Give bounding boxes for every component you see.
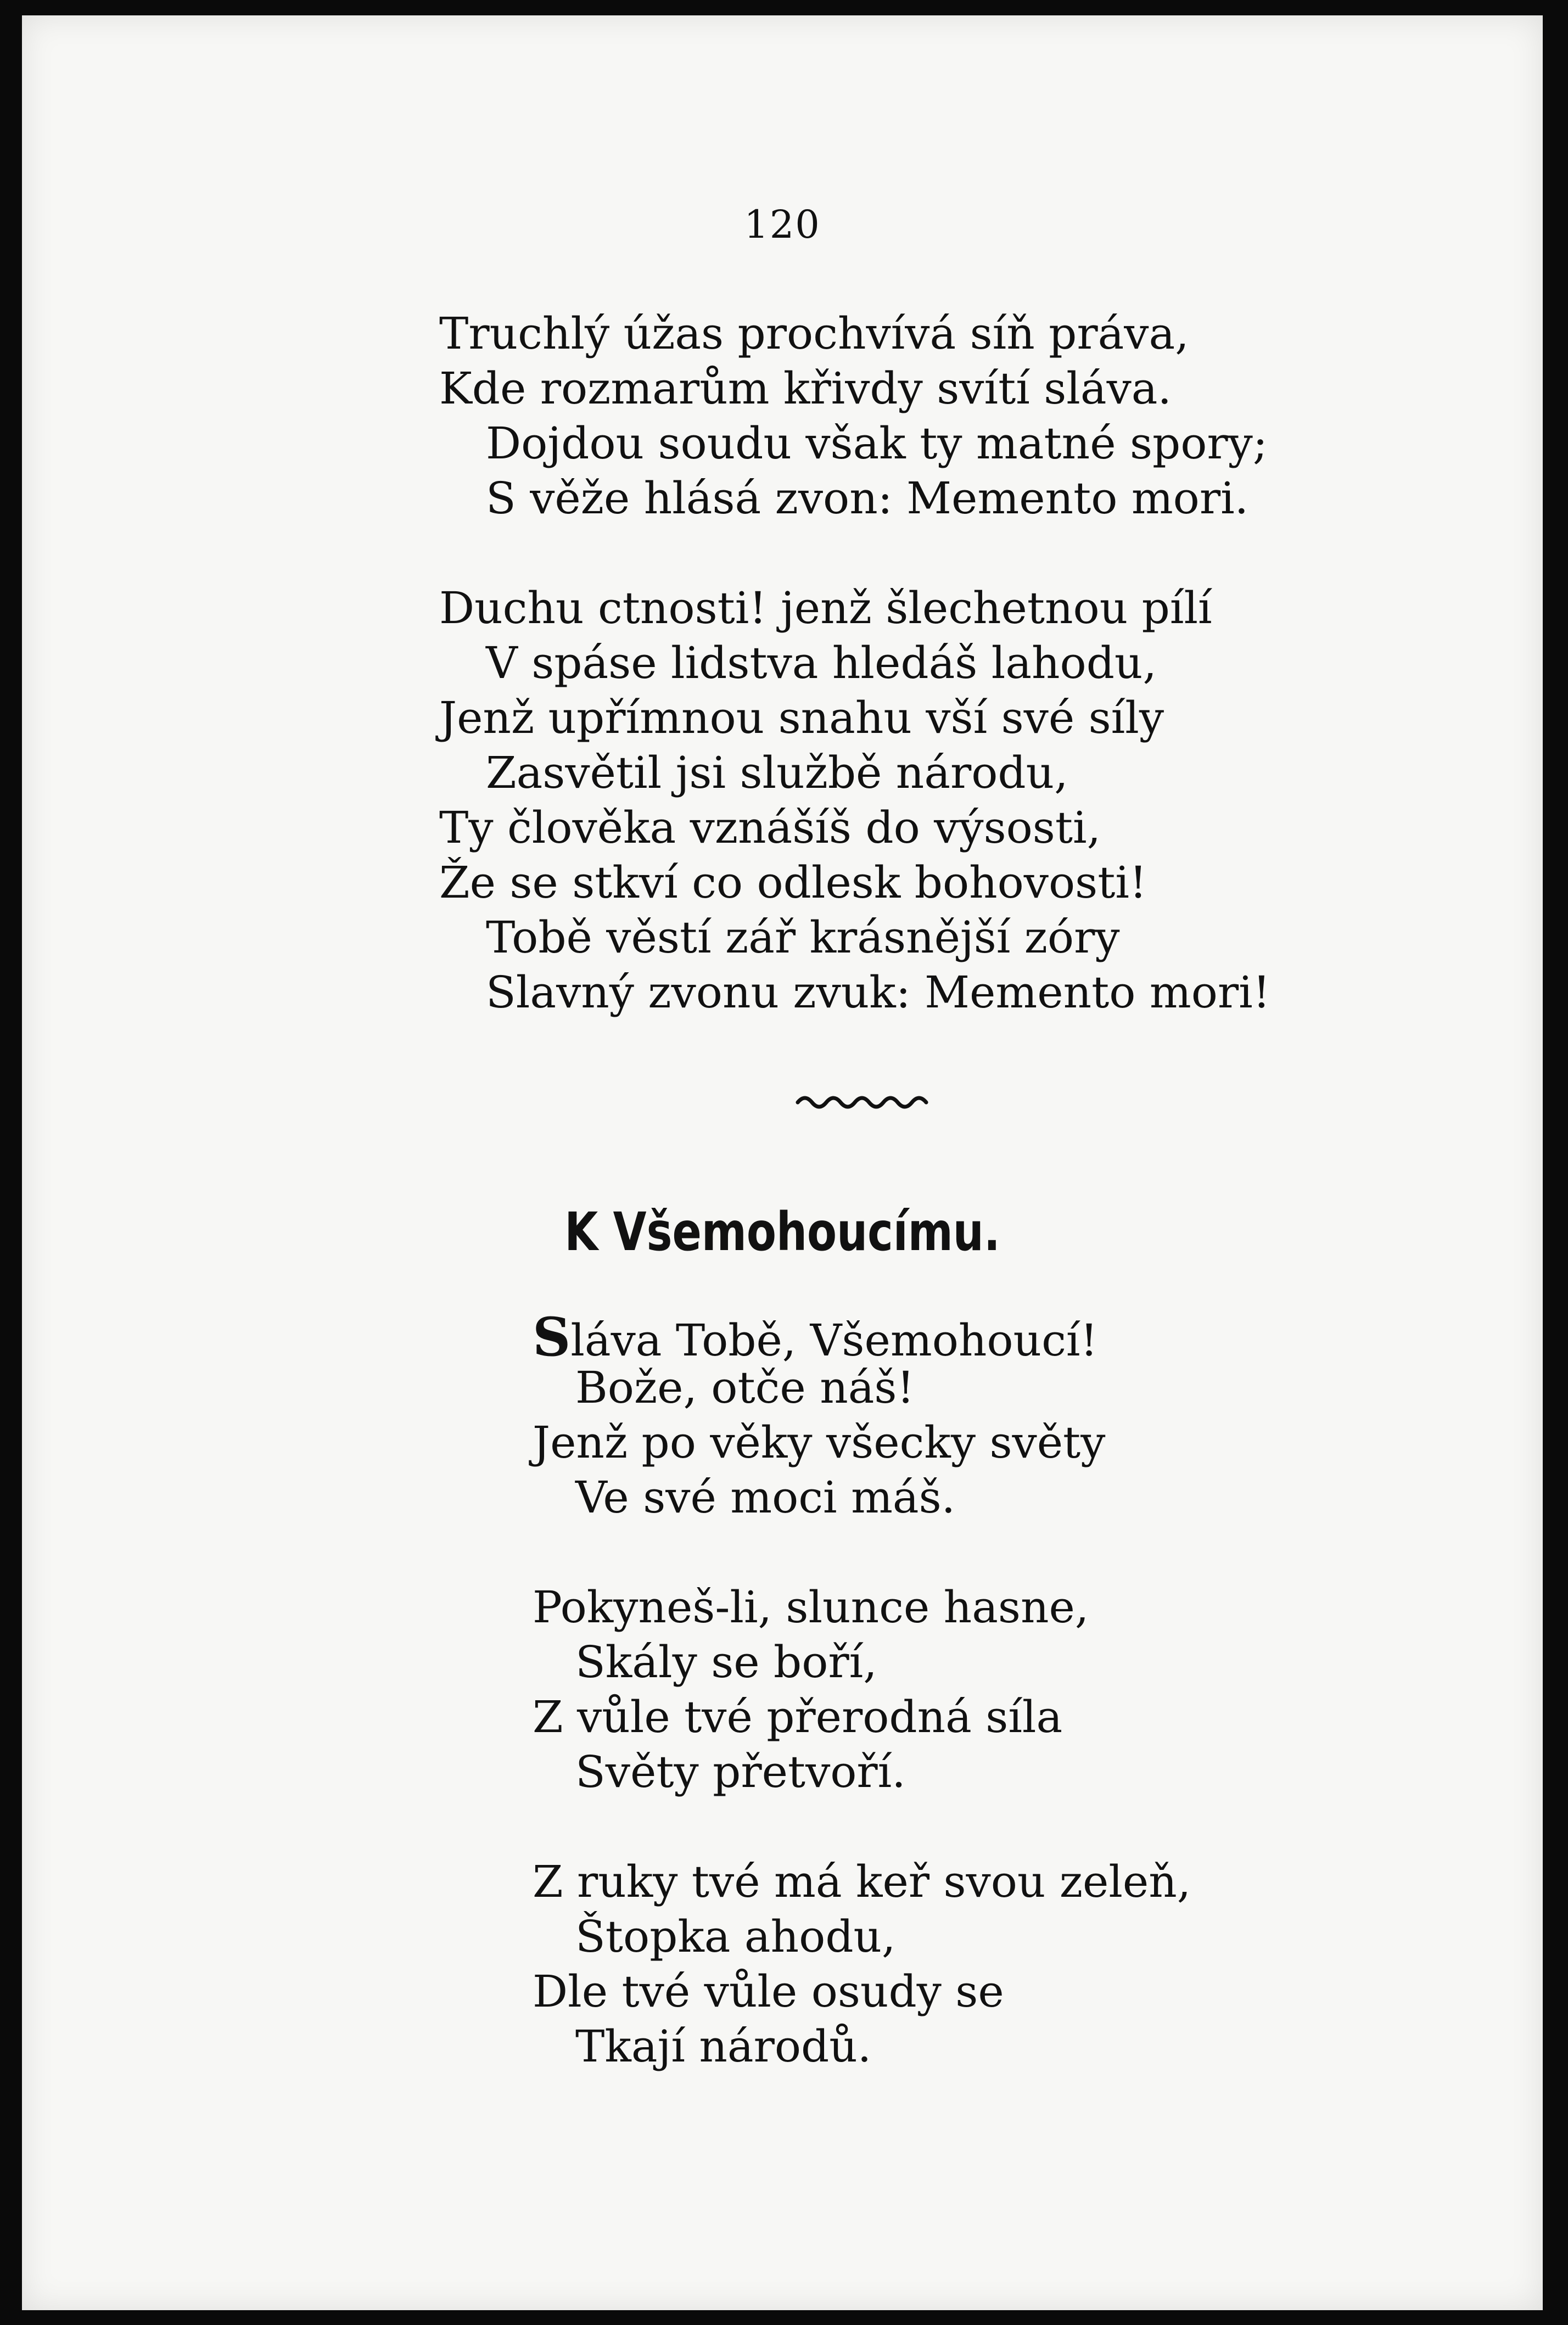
poem-line: Pokyneš-li, slunce hasne, — [533, 1582, 1089, 1633]
poem-line: Skály se boří, — [575, 1637, 877, 1688]
poem-line: Tobě věstí zář krásnější zóry — [486, 912, 1120, 963]
poem-line: Truchlý úžas prochvívá síň práva, — [439, 308, 1189, 359]
poem-line: Dle tvé vůle osudy se — [533, 1966, 1004, 2017]
poem-line: Kde rozmarům křivdy svítí sláva. — [439, 363, 1172, 414]
poem-line: Tkají národů. — [575, 2021, 872, 2072]
poem-line: Zasvětil jsi službě národu, — [486, 747, 1068, 798]
poem-line-first — [533, 1306, 1098, 1368]
poem-line: Jenž upřímnou snahu vší své síly — [439, 692, 1164, 743]
poem-line: V spáse lidstva hledáš lahodu, — [486, 637, 1157, 688]
drop-cap: S — [533, 1306, 571, 1368]
poem-line: Duchu ctnosti! jenž šlechetnou pílí — [439, 582, 1212, 634]
poem-line: Ty člověka vznášíš do výsosti, — [439, 802, 1101, 853]
poem-line: Že se stkví co odlesk bohovosti! — [439, 857, 1147, 908]
poem-line: Světy přetvoří. — [575, 1746, 906, 1797]
poem-line: Z vůle tvé přerodná síla — [533, 1691, 1063, 1743]
poem-line: Štopka ahodu, — [575, 1911, 896, 1962]
poem-line: Ve své moci máš. — [575, 1472, 956, 1523]
poem-line: Dojdou soudu však ty matné spory; — [486, 418, 1268, 469]
decorative-wave-divider — [795, 1090, 932, 1110]
poem-title: K Všemohoucímu. — [564, 1201, 1000, 1263]
book-page — [22, 15, 1543, 2310]
poem-line: Jenž po věky všecky světy — [533, 1417, 1106, 1468]
poem-line: Bože, otče náš! — [575, 1362, 915, 1413]
poem-line: Z ruky tvé má keř svou zeleň, — [533, 1856, 1191, 1907]
poem-line: Slavný zvonu zvuk: Memento mori! — [486, 967, 1270, 1018]
page-number: 120 — [744, 202, 821, 247]
poem-line: S věže hlásá zvon: Memento mori. — [486, 473, 1249, 524]
poem-line-first-rest: láva Tobě, Všemohoucí! — [570, 1315, 1098, 1366]
